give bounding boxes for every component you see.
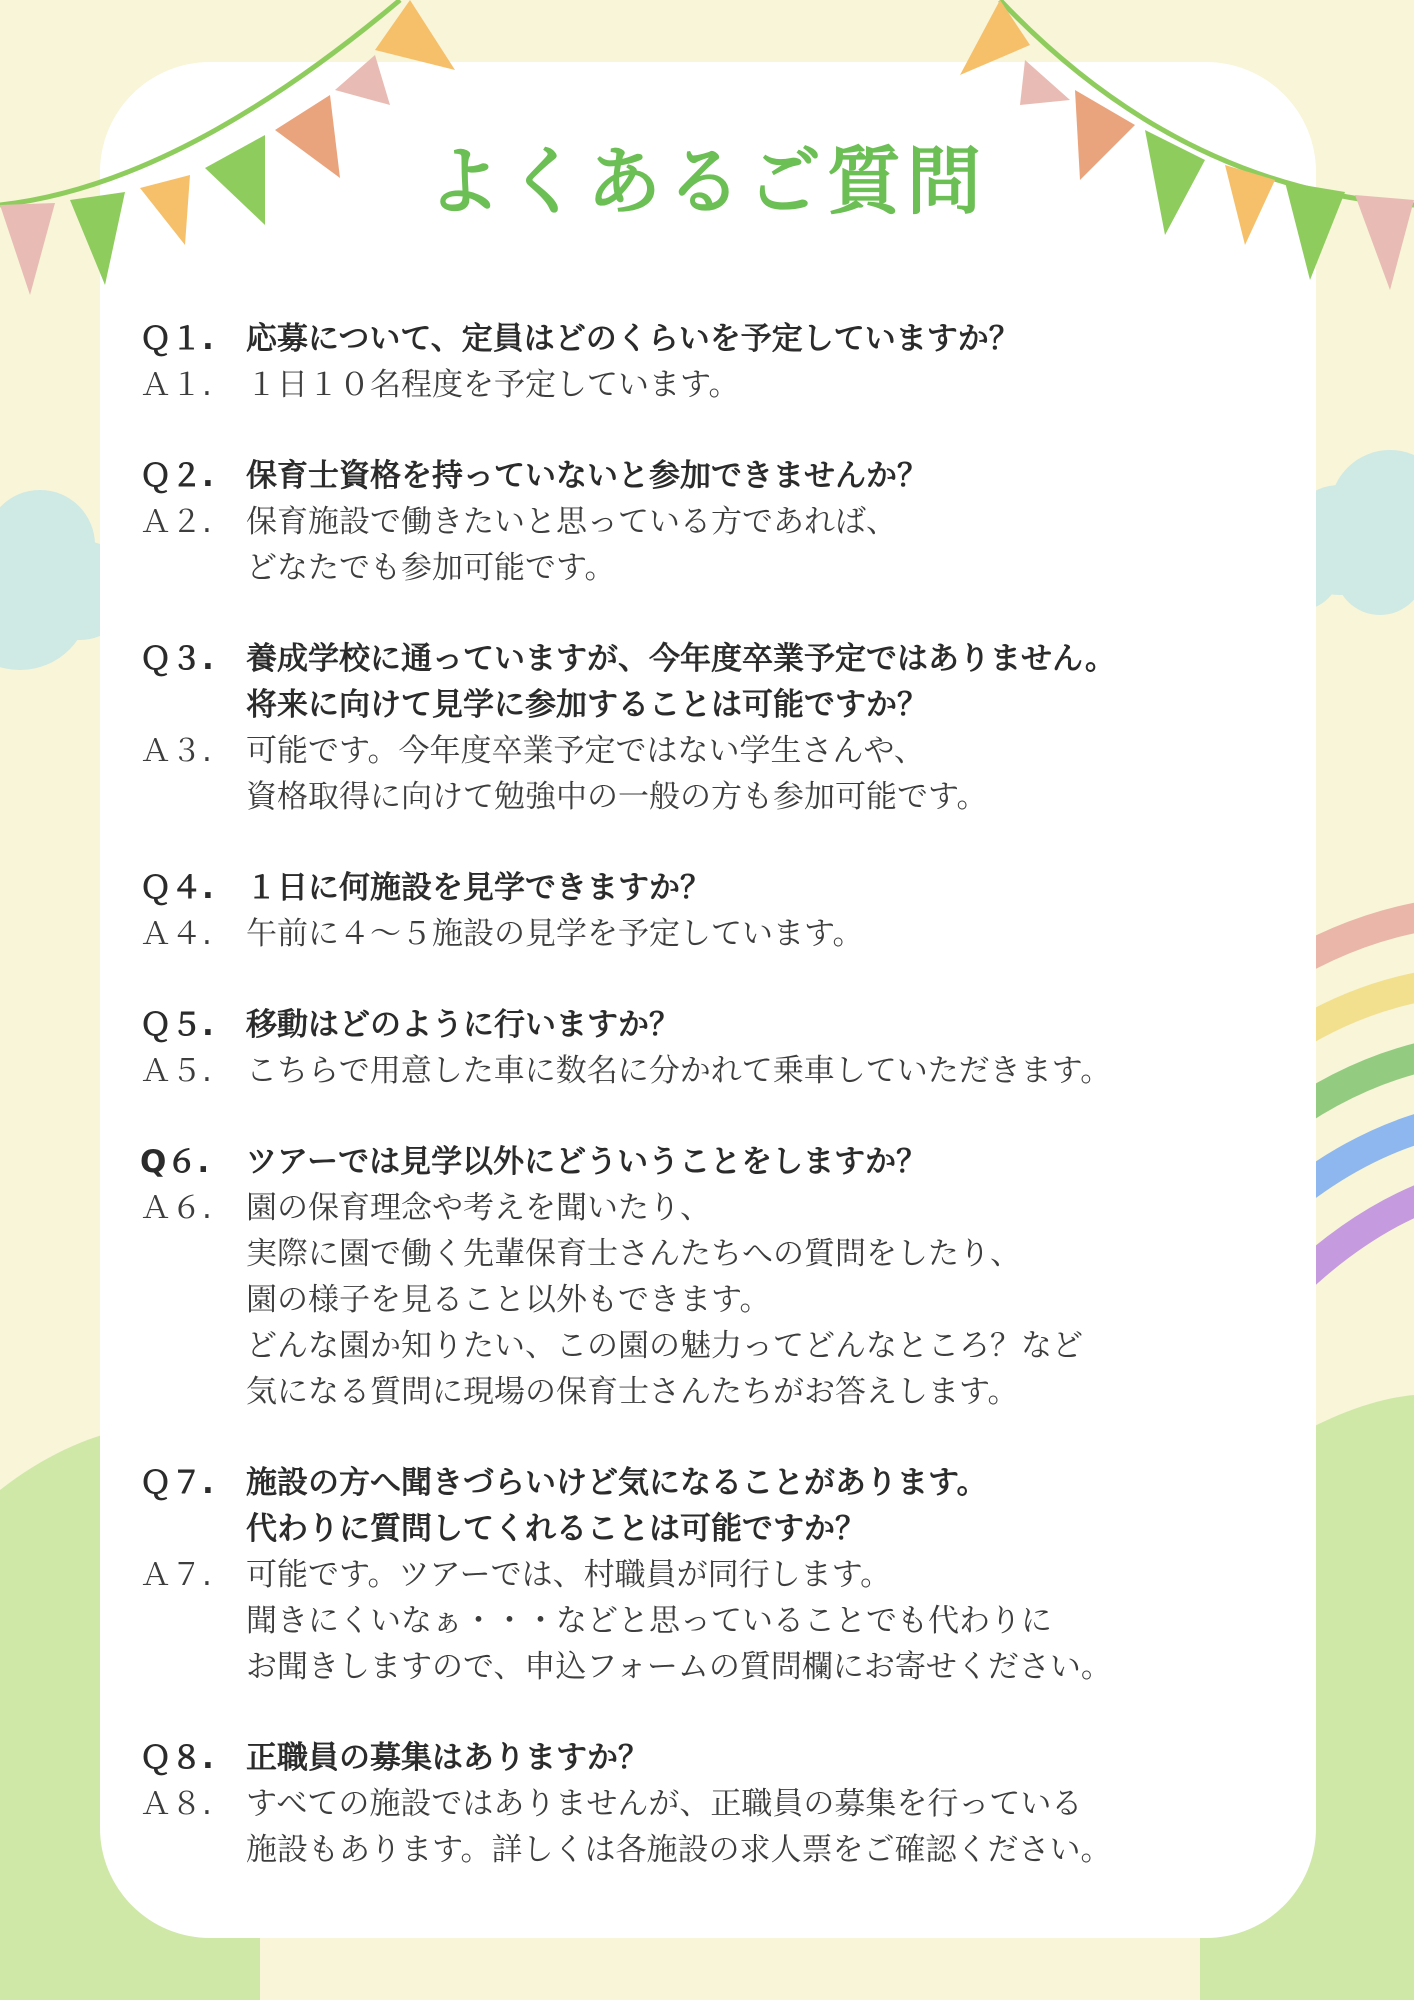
- answer-number: Ａ８.: [140, 1786, 212, 1822]
- question-text: [246, 453, 1260, 499]
- answer-line: 気になる質問に現場の保育士さんたちがお答えします。: [246, 1374, 1019, 1410]
- answer-line: 可能です。今年度卒業予定ではない学生さんや、: [246, 733, 925, 769]
- question-row: [140, 453, 1260, 499]
- answer-text: [246, 1781, 1260, 1873]
- answer-line: 施設もあります。詳しくは各施設の求人票をご確認ください。: [246, 1832, 1112, 1868]
- answer-line: 可能です。ツアーでは、村職員が同行します。: [246, 1557, 892, 1593]
- question-row: [140, 1139, 1260, 1185]
- answer-text: [246, 911, 1260, 957]
- answer-text: [246, 728, 1260, 820]
- answer-line: 園の様子を見ること以外もできます。: [246, 1282, 771, 1318]
- answer-line: どんな園か知りたい、この園の魅力ってどんなところ？など: [246, 1328, 1083, 1364]
- faq-item: [140, 316, 1260, 408]
- faq-item: [140, 453, 1260, 591]
- question-row: [140, 865, 1260, 911]
- question-text: [246, 1139, 1260, 1185]
- answer-line: 資格取得に向けて勉強中の一般の方も参加可能です。: [246, 779, 988, 815]
- answer-row: [140, 1552, 1260, 1690]
- question-row: [140, 1002, 1260, 1048]
- question-text: [246, 1735, 1260, 1781]
- question-row: [140, 636, 1260, 728]
- faq-item: [140, 636, 1260, 820]
- answer-row: [140, 499, 1260, 591]
- faq-list: [140, 316, 1260, 1918]
- answer-text: [246, 362, 1260, 408]
- question-line: 正職員の募集はありますか？: [246, 1740, 649, 1776]
- answer-number: Ａ４.: [140, 916, 212, 952]
- question-line: 施設の方へ聞きづらいけど気になることがあります。: [246, 1465, 988, 1501]
- faq-item: [140, 865, 1260, 957]
- answer-line: 実際に園で働く先輩保育士さんたちへの質問をしたり、: [246, 1236, 1021, 1272]
- answer-number: Ａ７.: [140, 1557, 212, 1593]
- question-line: ツアーでは見学以外にどういうことをしますか？: [246, 1144, 928, 1180]
- question-number: Ｑ４.: [140, 870, 214, 906]
- faq-item: [140, 1735, 1260, 1873]
- answer-line: どなたでも参加可能です。: [246, 550, 616, 586]
- answer-text: [246, 1048, 1260, 1094]
- page-title: よくあるご質問: [427, 139, 987, 225]
- answer-line: 保育施設で働きたいと思っている方であれば、: [246, 504, 897, 540]
- question-text: [246, 636, 1260, 728]
- answer-number: Ａ３.: [140, 733, 212, 769]
- answer-row: [140, 1185, 1260, 1415]
- answer-text: [246, 1185, 1260, 1415]
- question-row: [140, 316, 1260, 362]
- question-number: Ｑ５.: [140, 1007, 214, 1043]
- answer-number: Ａ１.: [140, 367, 212, 403]
- faq-item: [140, 1460, 1260, 1690]
- answer-line: こちらで用意した車に数名に分かれて乗車していただきます。: [246, 1053, 1112, 1089]
- answer-number: Ａ５.: [140, 1053, 212, 1089]
- question-row: [140, 1735, 1260, 1781]
- answer-line: 午前に４〜５施設の見学を予定しています。: [246, 916, 864, 952]
- question-text: [246, 865, 1260, 911]
- answer-line: すべての施設ではありませんが、正職員の募集を行っている: [246, 1786, 1083, 1822]
- answer-text: [246, 1552, 1260, 1690]
- answer-line: 園の保育理念や考えを聞いたり、: [246, 1190, 711, 1226]
- answer-row: [140, 728, 1260, 820]
- question-line: 応募について、定員はどのくらいを予定していますか？: [246, 321, 1020, 357]
- question-row: [140, 1460, 1260, 1552]
- question-line: 養成学校に通っていますが、今年度卒業予定ではありません。: [246, 641, 1116, 677]
- faq-item: [140, 1002, 1260, 1094]
- answer-row: [140, 362, 1260, 408]
- question-number: Ｑ２.: [140, 458, 214, 494]
- answer-row: [140, 1781, 1260, 1873]
- answer-line: お聞きしますので、申込フォームの質問欄にお寄せください。: [246, 1649, 1112, 1685]
- answer-number: Ａ２.: [140, 504, 212, 540]
- answer-line: 聞きにくいなぁ・・・などと思っていることでも代わりに: [246, 1603, 1052, 1639]
- question-line: 代わりに質問してくれることは可能ですか？: [246, 1511, 866, 1547]
- question-line: 保育士資格を持っていないと参加できませんか？: [246, 458, 928, 494]
- question-number: Ｑ８.: [140, 1740, 214, 1776]
- question-text: [246, 316, 1260, 362]
- faq-item: [140, 1139, 1260, 1415]
- answer-row: [140, 1048, 1260, 1094]
- answer-number: Ａ６.: [140, 1190, 212, 1226]
- question-line: １日に何施設を見学できますか？: [246, 870, 711, 906]
- question-text: [246, 1002, 1260, 1048]
- question-line: 将来に向けて見学に参加することは可能ですか？: [246, 687, 928, 723]
- question-line: 移動はどのように行いますか？: [246, 1007, 680, 1043]
- answer-line: １日１０名程度を予定しています。: [246, 367, 740, 403]
- answer-row: [140, 911, 1260, 957]
- question-number: Ｑ７.: [140, 1465, 214, 1501]
- question-text: [246, 1460, 1260, 1552]
- question-number: Q６.: [140, 1144, 210, 1180]
- question-number: Ｑ３.: [140, 641, 214, 677]
- answer-text: [246, 499, 1260, 591]
- question-number: Ｑ１.: [140, 321, 214, 357]
